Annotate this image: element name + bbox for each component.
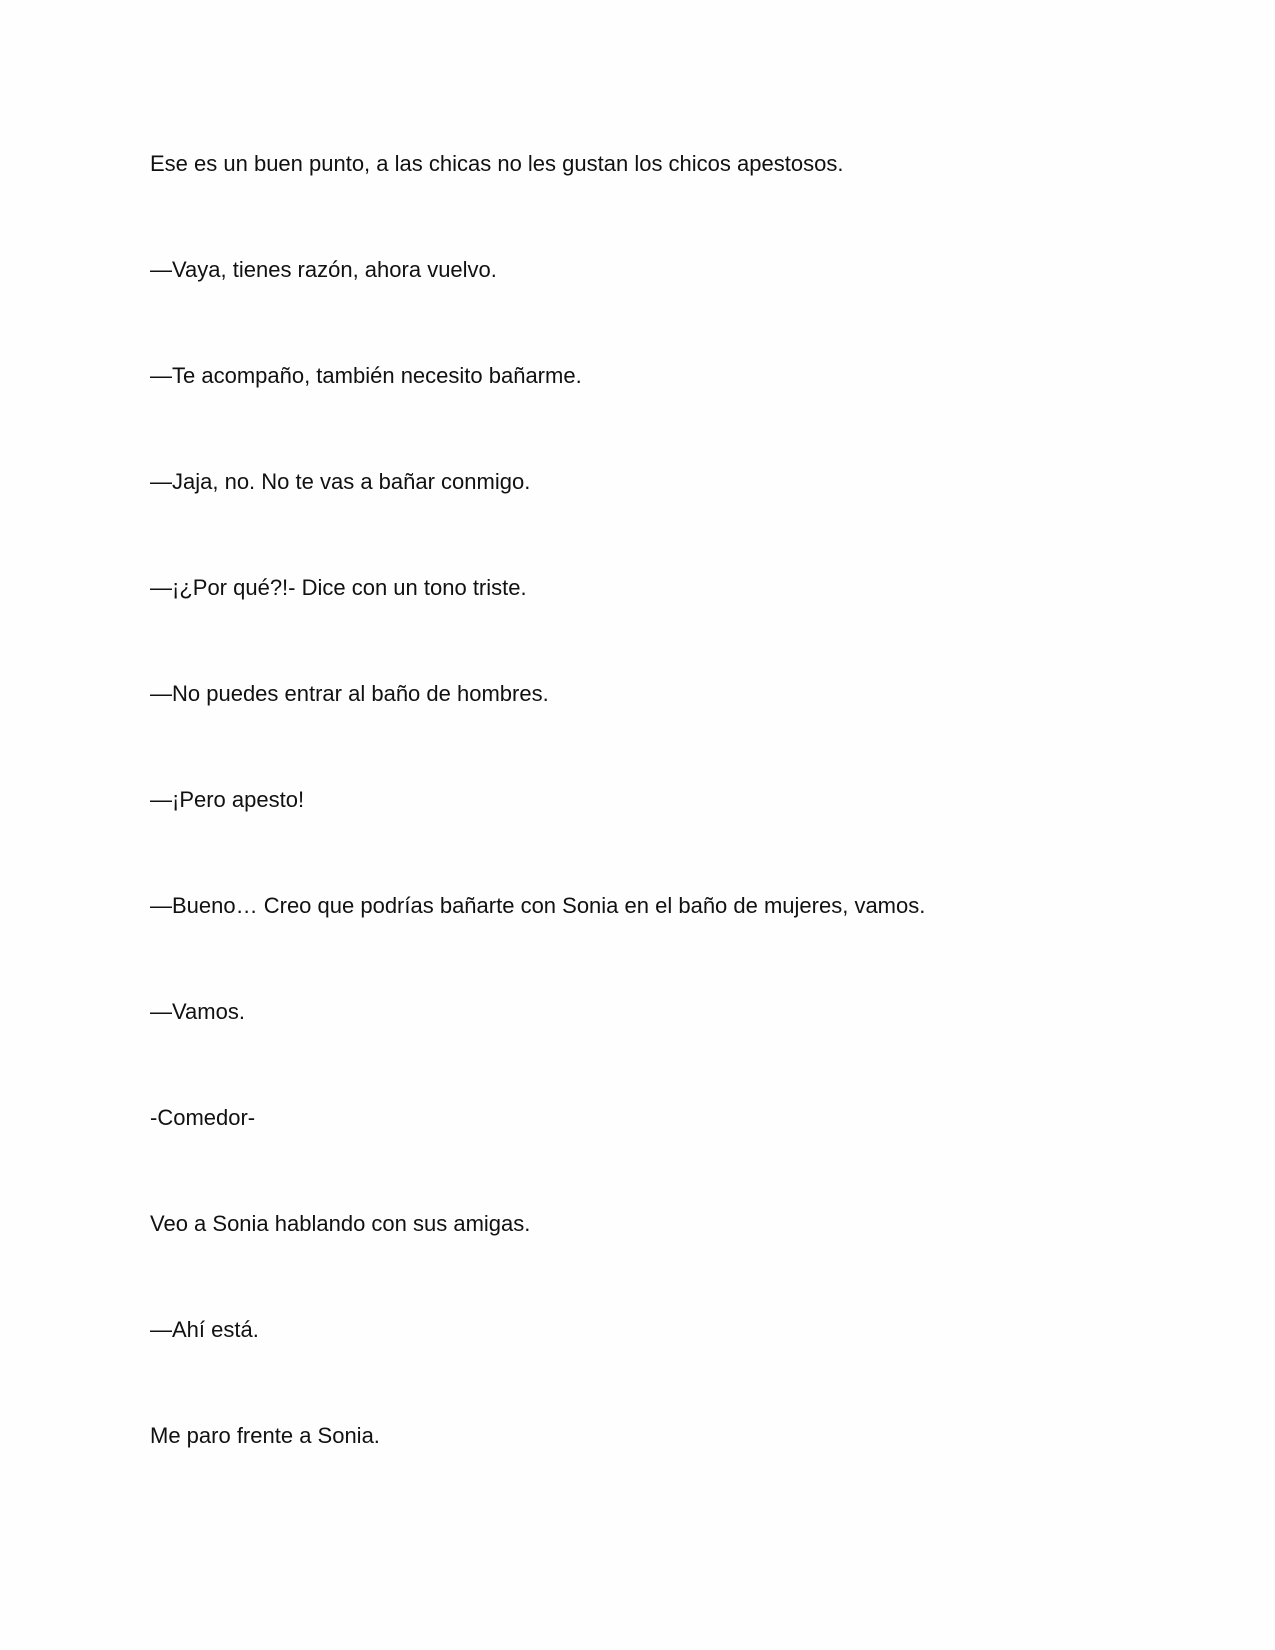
paragraph: —¡¿Por qué?!- Dice con un tono triste.	[150, 575, 527, 600]
paragraph: —No puedes entrar al baño de hombres.	[150, 681, 549, 706]
paragraph: —Jaja, no. No te vas a bañar conmigo.	[150, 469, 531, 494]
paragraph: Me paro frente a Sonia.	[150, 1423, 380, 1448]
paragraph: —Vamos.	[150, 999, 245, 1024]
paragraph: Veo a Sonia hablando con sus amigas.	[150, 1211, 531, 1236]
paragraph: —Vaya, tienes razón, ahora vuelvo.	[150, 257, 497, 282]
paragraph: —Ahí está.	[150, 1317, 259, 1342]
paragraph: —Bueno… Creo que podrías bañarte con Sonia en el baño de mujeres, vamos.	[150, 893, 926, 918]
paragraph: —Te acompaño, también necesito bañarme.	[150, 363, 582, 388]
paragraph: Ese es un buen punto, a las chicas no les gustan los chicos apestosos.	[150, 151, 844, 176]
paragraph: —¡Pero apesto!	[150, 787, 305, 812]
section-heading: -Comedor-	[150, 1105, 256, 1130]
